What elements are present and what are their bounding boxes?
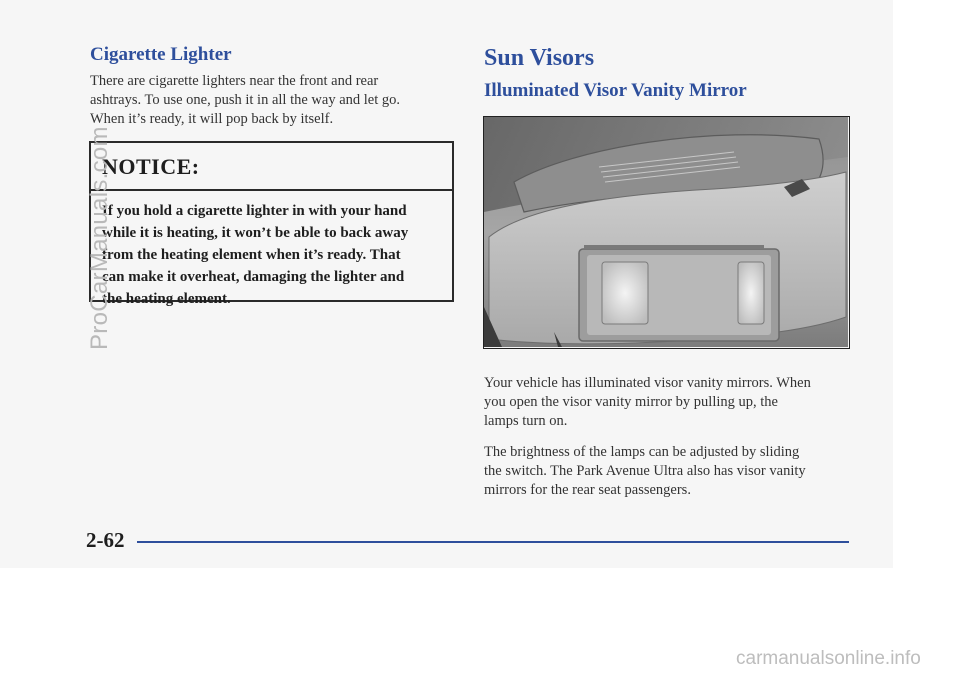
footer-rule	[137, 541, 849, 543]
vanity-mirror-subheading: Illuminated Visor Vanity Mirror	[484, 80, 747, 101]
intro-line: There are cigarette lighters near the front and rear	[90, 73, 379, 89]
visor-mirror-photo	[483, 116, 850, 349]
watermark: ProCarManuals.com	[86, 126, 113, 350]
notice-box	[89, 141, 454, 307]
notice-body	[91, 191, 452, 310]
site-footer: carmanualsonline.info	[736, 648, 921, 669]
intro-line: When it’s ready, it will pop back by itself.	[90, 111, 334, 127]
intro-line: ashtrays. To use one, push it in all the way and let go.	[90, 92, 401, 108]
notice-title: NOTICE:	[91, 143, 452, 191]
paragraph-line: Your vehicle has illuminated visor vanity mirrors. When	[484, 375, 811, 391]
paragraph-line: mirrors for the rear seat passengers.	[484, 482, 691, 498]
paragraph-line: The brightness of the lamps can be adjusted by sliding	[484, 444, 800, 460]
notice-line: can make it overheat, damaging the lighter and	[102, 269, 405, 285]
notice-line: If you hold a cigarette lighter in with your hand	[102, 203, 407, 219]
notice-line: the heating element.	[102, 291, 231, 307]
cigarette-lighter-intro	[90, 72, 400, 129]
paragraph-line: lamps turn on.	[484, 413, 568, 429]
vanity-mirror-paragraph-1	[484, 374, 811, 431]
sun-visors-heading: Sun Visors	[484, 45, 595, 71]
visor-mirror-illustration	[484, 117, 848, 347]
cigarette-lighter-heading: Cigarette Lighter	[90, 44, 232, 65]
paragraph-line: you open the visor vanity mirror by pulling up, the	[484, 394, 778, 410]
notice-line: from the heating element when it’s ready. That	[102, 247, 401, 263]
page-number: 2-62	[86, 528, 125, 552]
paragraph-line: the switch. The Park Avenue Ultra also has visor vanity	[484, 463, 806, 479]
vanity-mirror-paragraph-2	[484, 443, 806, 500]
notice-line: while it is heating, it won’t be able to back away	[102, 225, 409, 241]
